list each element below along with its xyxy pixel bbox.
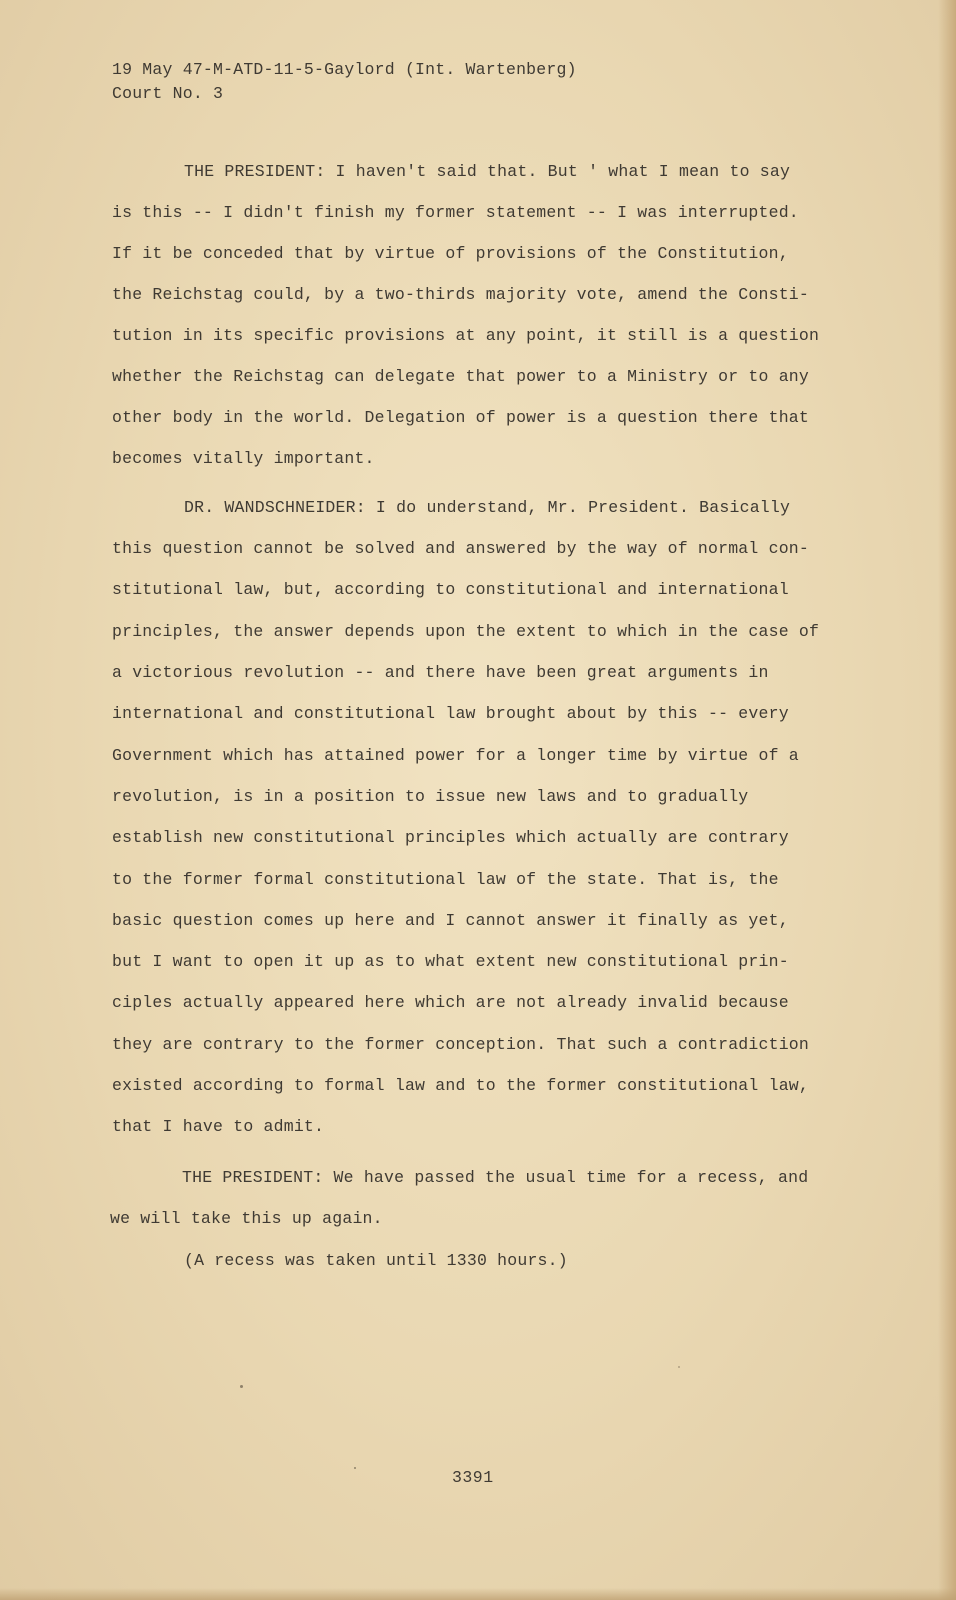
text-line: stitutional law, but, according to constitutional and international (112, 580, 789, 599)
text-line: existed according to formal law and to the former constitutional law, (112, 1076, 810, 1095)
text-line: that I have to admit. (112, 1117, 325, 1136)
text-line: becomes vitally important. (112, 449, 375, 468)
text-line: principles, the answer depends upon the extent to which in the case of (112, 622, 820, 641)
text-line: international and constitutional law brought about by this -- every (112, 704, 789, 723)
text-line: Government which has attained power for a longer time by virtue of a (112, 746, 799, 765)
text-line: a victorious revolution -- and there have been great arguments in (112, 663, 769, 682)
text-line: other body in the world. Delegation of power is a question there that (112, 408, 810, 427)
text-line: we will take this up again. (110, 1209, 383, 1228)
page-number: 3391 (452, 1468, 494, 1487)
text-line: revolution, is in a position to issue new laws and to gradually (112, 787, 749, 806)
text-line: ciples actually appeared here which are not already invalid because (112, 993, 789, 1012)
text-line: (A recess was taken until 1330 hours.) (184, 1251, 568, 1270)
text-line: is this -- I didn't finish my former statement -- I was interrupted. (112, 203, 799, 222)
text-line: basic question comes up here and I cannot answer it finally as yet, (112, 911, 789, 930)
paper-speck (240, 1385, 243, 1388)
paper-edge-bottom (0, 1588, 956, 1600)
text-line: THE PRESIDENT: We have passed the usual time for a recess, and (182, 1168, 809, 1187)
text-line: this question cannot be solved and answered by the way of normal con- (112, 539, 810, 558)
text-line: they are contrary to the former conception. That such a contradiction (112, 1035, 810, 1054)
text-line: tution in its specific provisions at any point, it still is a question (112, 326, 820, 345)
text-line: DR. WANDSCHNEIDER: I do understand, Mr. President. Basically (184, 498, 791, 517)
text-line: whether the Reichstag can delegate that power to a Ministry or to any (112, 367, 810, 386)
text-line: but I want to open it up as to what extent new constitutional prin- (112, 952, 789, 971)
text-line: to the former formal constitutional law of the state. That is, the (112, 870, 779, 889)
header-court-number: Court No. 3 (112, 84, 224, 103)
text-line: If it be conceded that by virtue of provisions of the Constitution, (112, 244, 789, 263)
paper-speck (678, 1366, 680, 1368)
text-line: THE PRESIDENT: I haven't said that. But ' what I mean to say (184, 162, 791, 181)
header-case-reference: 19 May 47-M-ATD-11-5-Gaylord (Int. Wartenberg) (112, 60, 577, 79)
text-line: establish new constitutional principles which actually are contrary (112, 828, 789, 847)
paper-speck (354, 1467, 356, 1469)
document-header (112, 58, 577, 106)
text-line: the Reichstag could, by a two-thirds majority vote, amend the Consti- (112, 285, 810, 304)
paper-edge-right (938, 0, 956, 1600)
